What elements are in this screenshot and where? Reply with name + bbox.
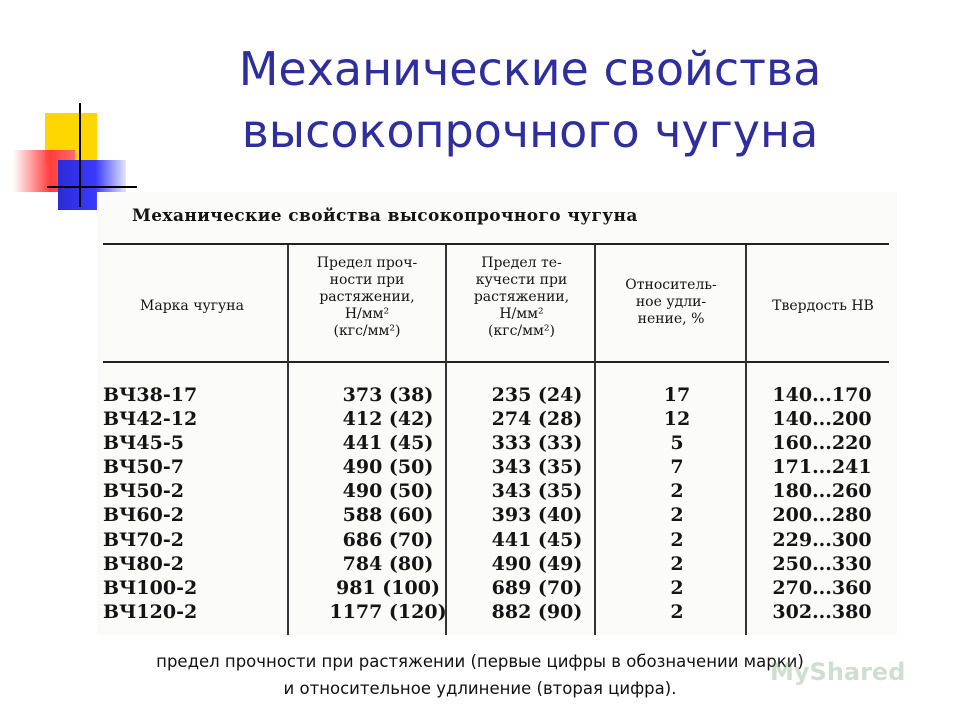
- cell-hardness: 229...300: [772, 528, 872, 551]
- cell-yield: 274 (28): [491, 408, 583, 431]
- cell-elongation: 2: [670, 528, 684, 551]
- table-row: [97, 601, 897, 625]
- cell-hardness: 302...380: [772, 600, 872, 623]
- cell-elongation: 12: [663, 408, 691, 431]
- cell-yield: 235 (24): [491, 384, 583, 406]
- cell-yield: 333 (33): [491, 432, 583, 455]
- table-caption: Механические свойства высокопрочного чугуна: [132, 206, 638, 226]
- ornament-horizontal-line: [47, 186, 137, 188]
- cell-hardness: 171...241: [772, 456, 872, 479]
- cell-elongation: 2: [670, 504, 684, 527]
- table-row: [97, 480, 897, 504]
- cell-mark: ВЧ80-2: [103, 552, 184, 575]
- cell-hardness: 250...330: [772, 552, 872, 575]
- slide-title: [150, 38, 910, 162]
- table-row: [97, 504, 897, 528]
- cell-elongation: 7: [670, 456, 684, 479]
- ornament-vertical-line: [79, 103, 81, 207]
- cell-yield: 490 (49): [491, 552, 583, 575]
- cell-elongation: 2: [670, 480, 684, 503]
- cell-mark: ВЧ42-12: [103, 408, 198, 431]
- table-row: [97, 553, 897, 577]
- slide-ornament: [0, 0, 140, 220]
- slide-title-line2: высокопрочного чугуна: [241, 104, 819, 158]
- scanned-table: [97, 192, 897, 635]
- cell-mark: ВЧ38-17: [103, 384, 198, 406]
- cell-elongation: 17: [663, 384, 691, 406]
- cell-strength: 784 (80): [342, 552, 434, 575]
- cell-strength: 588 (60): [342, 504, 434, 527]
- header-elongation: Относитель- ное удли- нение, %: [625, 277, 717, 327]
- cell-yield: 689 (70): [491, 576, 583, 599]
- cell-mark: ВЧ50-2: [103, 480, 184, 503]
- cell-hardness: 200...280: [772, 504, 872, 527]
- cell-strength: 441 (45): [342, 432, 434, 455]
- cell-elongation: 2: [670, 576, 684, 599]
- table-row: [97, 529, 897, 553]
- cell-mark: ВЧ100-2: [103, 576, 198, 599]
- cell-hardness: 270...360: [772, 576, 872, 599]
- table-row: [97, 577, 897, 601]
- cell-strength: 490 (50): [342, 480, 434, 503]
- cell-yield: 343 (35): [491, 480, 583, 503]
- watermark: MyShared: [770, 658, 906, 686]
- table-row: [97, 432, 897, 456]
- cell-mark: ВЧ60-2: [103, 504, 184, 527]
- cell-hardness: 160...220: [772, 432, 872, 455]
- cell-elongation: 5: [670, 432, 684, 455]
- cell-strength: 490 (50): [342, 456, 434, 479]
- footnote-line1: предел прочности при растяжении (первые цифры в обозначении марки): [156, 652, 804, 671]
- header-mark: Марка чугуна: [140, 298, 244, 314]
- header-strength: Предел проч- ности при растяжении, Н/мм² (кгс/мм²): [316, 255, 418, 339]
- cell-strength: 686 (70): [342, 528, 434, 551]
- cell-mark: ВЧ120-2: [103, 600, 198, 623]
- header-yield: Предел те- кучести при растяжении, Н/мм² (кгс/мм²): [473, 255, 570, 339]
- cell-yield: 441 (45): [491, 528, 583, 551]
- table-row: [97, 384, 897, 408]
- slide-title-line1: Механические свойства: [238, 42, 822, 96]
- cell-hardness: 140...200: [772, 408, 872, 431]
- cell-yield: 882 (90): [491, 600, 583, 623]
- cell-mark: ВЧ70-2: [103, 528, 184, 551]
- header-hardness: Твердость НВ: [772, 298, 874, 314]
- cell-elongation: 2: [670, 552, 684, 575]
- cell-elongation: 2: [670, 600, 684, 623]
- table-row: [97, 456, 897, 480]
- cell-strength: 981 (100): [336, 576, 440, 599]
- cell-yield: 393 (40): [491, 504, 583, 527]
- cell-strength: 1177 (120): [329, 600, 447, 623]
- cell-hardness: 180...260: [772, 480, 872, 503]
- cell-hardness: 140...170: [772, 384, 872, 406]
- cell-yield: 343 (35): [491, 456, 583, 479]
- cell-mark: ВЧ50-7: [103, 456, 184, 479]
- cell-strength: 373 (38): [342, 384, 434, 406]
- footnote-line2: и относительное удлинение (вторая цифра).: [283, 679, 677, 698]
- cell-mark: ВЧ45-5: [103, 432, 184, 455]
- table-row: [97, 408, 897, 432]
- table-body: [97, 384, 897, 625]
- table-header-rule: [103, 361, 889, 363]
- cell-strength: 412 (42): [342, 408, 434, 431]
- table-top-rule: [103, 243, 889, 245]
